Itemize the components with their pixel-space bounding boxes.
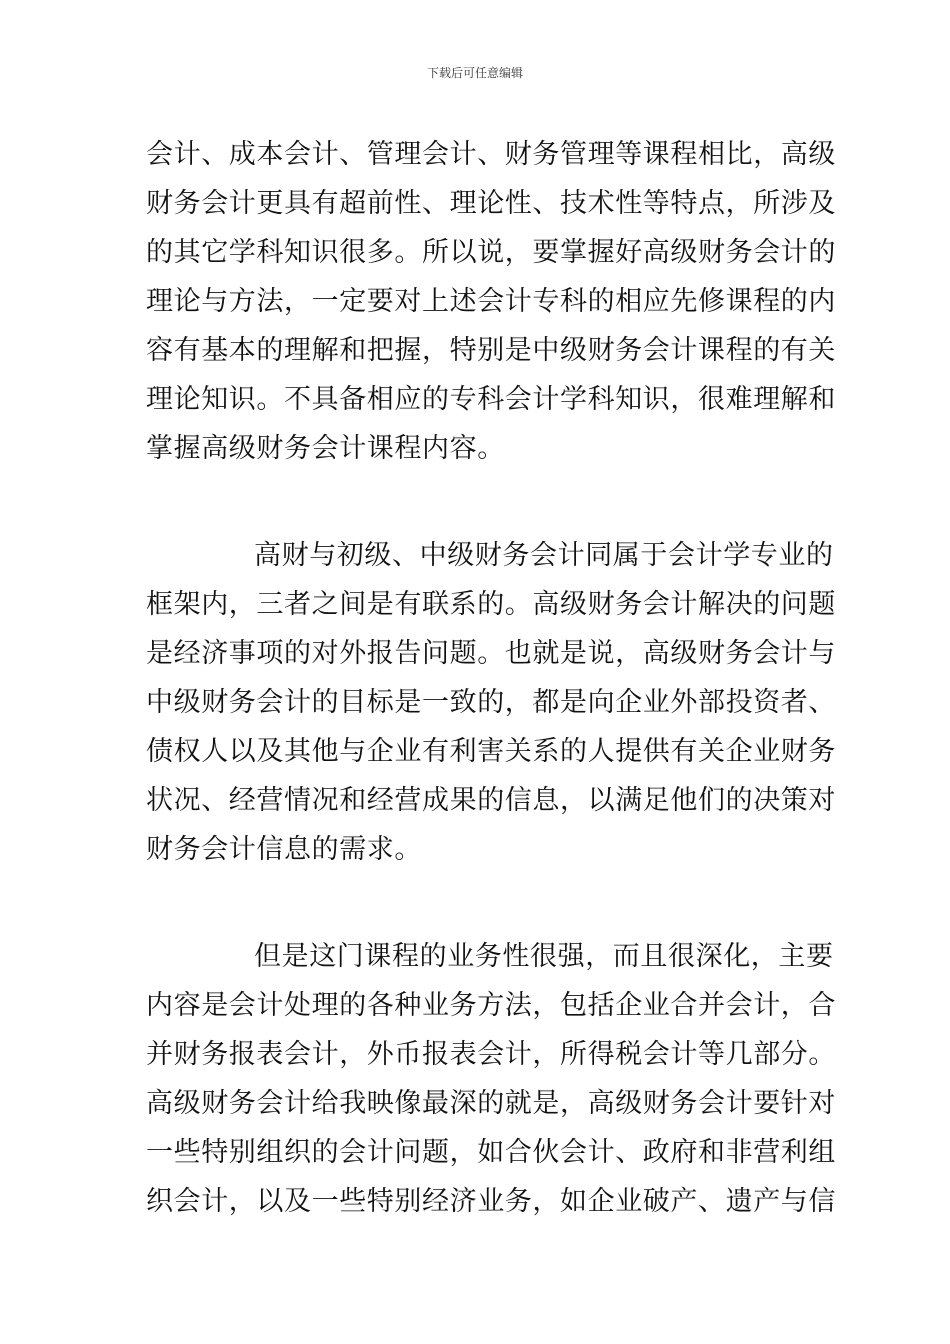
text-line: 高财与初级、中级财务会计同属于会计学专业的 xyxy=(254,540,834,571)
text-line: 框架内，三者之间是有联系的。高级财务会计解决的问题 xyxy=(146,589,836,620)
paragraph-1 xyxy=(146,130,836,473)
text-line: 财务会计更具有超前性、理论性、技术性等特点，所涉及 xyxy=(146,188,836,219)
paragraph-spacer xyxy=(146,473,806,531)
paragraph-3 xyxy=(146,932,836,1226)
paragraph-2 xyxy=(146,531,836,874)
text-line: 理论知识。不具备相应的专科会计学科知识，很难理解和 xyxy=(146,384,836,415)
paragraph-spacer xyxy=(146,874,806,932)
text-line: 的其它学科知识很多。所以说，要掌握好高级财务会计的 xyxy=(146,237,836,268)
text-line: 理论与方法，一定要对上述会计专科的相应先修课程的内 xyxy=(146,286,836,317)
text-line: 容有基本的理解和把握，特别是中级财务会计课程的有关 xyxy=(146,335,836,366)
text-line: 会计、成本会计、管理会计、财务管理等课程相比，高级 xyxy=(146,139,836,170)
document-body xyxy=(146,130,836,1226)
text-line: 并财务报表会计，外币报表会计，所得税会计等几部分。 xyxy=(146,1039,836,1070)
text-line: 内容是会计处理的各种业务方法，包括企业合并会计，合 xyxy=(146,990,836,1021)
text-line: 掌握高级财务会计课程内容。 xyxy=(146,433,505,464)
text-line: 状况、经营情况和经营成果的信息，以满足他们的决策对 xyxy=(146,785,836,816)
text-line: 织会计，以及一些特别经济业务，如企业破产、遗产与信 xyxy=(146,1186,836,1217)
text-line: 中级财务会计的目标是一致的，都是向企业外部投资者、 xyxy=(146,687,836,718)
page-header-note: 下载后可任意编辑 xyxy=(426,66,523,80)
text-line: 一些特别组织的会计问题，如合伙会计、政府和非营利组 xyxy=(146,1137,836,1168)
text-line: 高级财务会计给我映像最深的就是，高级财务会计要针对 xyxy=(146,1088,836,1119)
text-line: 财务会计信息的需求。 xyxy=(146,834,422,865)
text-line: 但是这门课程的业务性很强，而且很深化，主要 xyxy=(254,941,834,972)
text-line: 债权人以及其他与企业有利害关系的人提供有关企业财务 xyxy=(146,736,836,767)
text-line: 是经济事项的对外报告问题。也就是说，高级财务会计与 xyxy=(146,638,836,669)
